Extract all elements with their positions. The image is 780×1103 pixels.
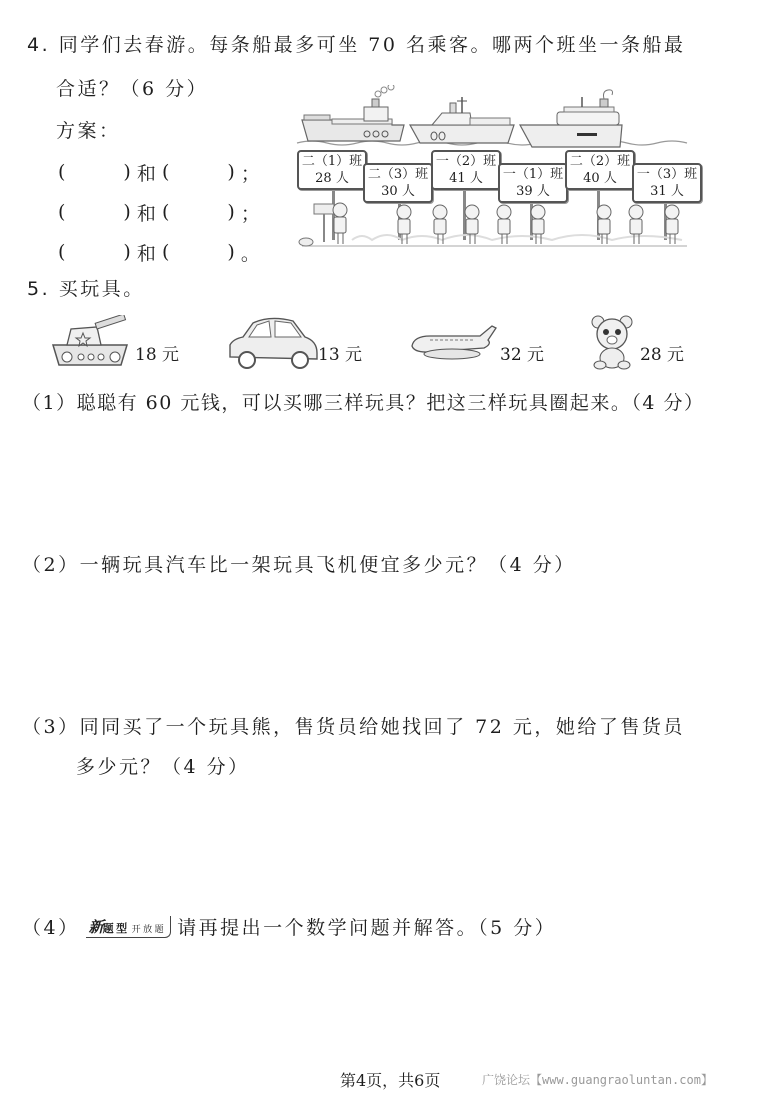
page-number: 第4页，共6页	[340, 1071, 441, 1090]
class-sign	[431, 150, 501, 190]
paren: )	[227, 161, 235, 183]
q4-line1	[27, 30, 685, 57]
paren: (	[58, 201, 66, 223]
class-sign	[363, 163, 433, 203]
class-name: 一（1）班	[502, 167, 564, 182]
toy-tank-icon	[45, 315, 133, 371]
boat-icon	[410, 97, 514, 143]
plan-label: 方案：	[56, 120, 121, 142]
toy-tank	[45, 315, 133, 375]
class-count: 31 人	[650, 184, 684, 199]
answer-rows	[58, 152, 260, 272]
class-name: 一（2）班	[435, 154, 497, 169]
paren: )	[227, 241, 235, 263]
children-illustration	[292, 200, 692, 256]
q5-sub3-line2: 多少元？（4 分）	[76, 756, 250, 778]
class-sign	[632, 163, 702, 203]
q5-sub3-line1: （3）同同买了一个玩具熊，售货员给她找回了 72 元，她给了售货员	[22, 716, 685, 738]
q4-text-line1: 同学们去春游。每条船最多可坐 70 名乘客。哪两个班坐一条船最	[58, 34, 686, 56]
paren: (	[161, 201, 170, 223]
new-question-type-badge	[86, 916, 172, 938]
class-count: 39 人	[516, 184, 550, 199]
class-count: 41 人	[449, 171, 483, 186]
class-count: 30 人	[381, 184, 415, 199]
paren: (	[161, 241, 170, 263]
badge-main: 新	[88, 917, 103, 936]
punct: ；	[240, 162, 260, 185]
class-name: 二（2）班	[569, 154, 631, 169]
toy-plane-icon	[408, 322, 500, 364]
q5-sub4-text: 请再提出一个数学问题并解答。（5 分）	[177, 917, 557, 939]
q5-sub4-prefix: （4）	[22, 917, 80, 939]
q4-number: 4.	[27, 34, 51, 56]
watermark: 广饶论坛【www.guangraoluntan.com】	[482, 1073, 713, 1087]
class-name: 二（3）班	[367, 167, 429, 182]
boat-icon	[520, 90, 622, 147]
class-sign	[498, 163, 568, 203]
toy-car-icon	[225, 315, 320, 371]
answer-row[interactable]	[58, 232, 260, 272]
badge-tag: 开放题	[131, 924, 167, 935]
toy-plane	[408, 322, 500, 368]
q5-sub1: （1）聪聪有 60 元钱，可以买哪三样玩具？把这三样玩具圈起来。（4 分）	[22, 392, 705, 414]
q5-title-text: 买玩具。	[58, 278, 145, 300]
q5-title	[27, 274, 145, 301]
paren: (	[58, 241, 66, 263]
class-count: 40 人	[583, 171, 617, 186]
class-count: 28 人	[315, 171, 349, 186]
paren: )	[227, 201, 235, 223]
boat-icon	[302, 85, 404, 141]
teddy-bear-icon	[588, 314, 636, 370]
class-name: 一（3）班	[636, 167, 698, 182]
toy-bear	[588, 314, 636, 374]
and-label: 和	[136, 202, 156, 225]
children-icon	[292, 200, 692, 252]
class-sign	[297, 150, 367, 190]
badge-sub: 题型	[102, 921, 130, 935]
paren: )	[123, 241, 131, 263]
paren: )	[123, 161, 131, 183]
q4-line2: 合适？（6 分）	[56, 78, 209, 100]
toy-price-plane: 32 元	[500, 345, 545, 365]
paren: )	[123, 201, 131, 223]
class-name: 二（1）班	[301, 154, 363, 169]
toy-price-car: 13 元	[318, 345, 363, 365]
q5-sub4	[22, 913, 556, 940]
punct: 。	[240, 242, 260, 265]
toy-price-tank: 18 元	[135, 345, 180, 365]
q5-number: 5.	[27, 278, 51, 300]
class-sign	[565, 150, 635, 190]
toy-price-bear: 28 元	[640, 345, 685, 365]
toy-car	[225, 315, 320, 375]
q5-sub2: （2）一辆玩具汽车比一架玩具飞机便宜多少元？（4 分）	[22, 554, 576, 576]
paren: (	[161, 161, 170, 183]
answer-row[interactable]	[58, 192, 260, 232]
and-label: 和	[136, 162, 156, 185]
and-label: 和	[136, 242, 156, 265]
punct: ；	[240, 202, 260, 225]
answer-row[interactable]	[58, 152, 260, 192]
paren: (	[58, 161, 66, 183]
